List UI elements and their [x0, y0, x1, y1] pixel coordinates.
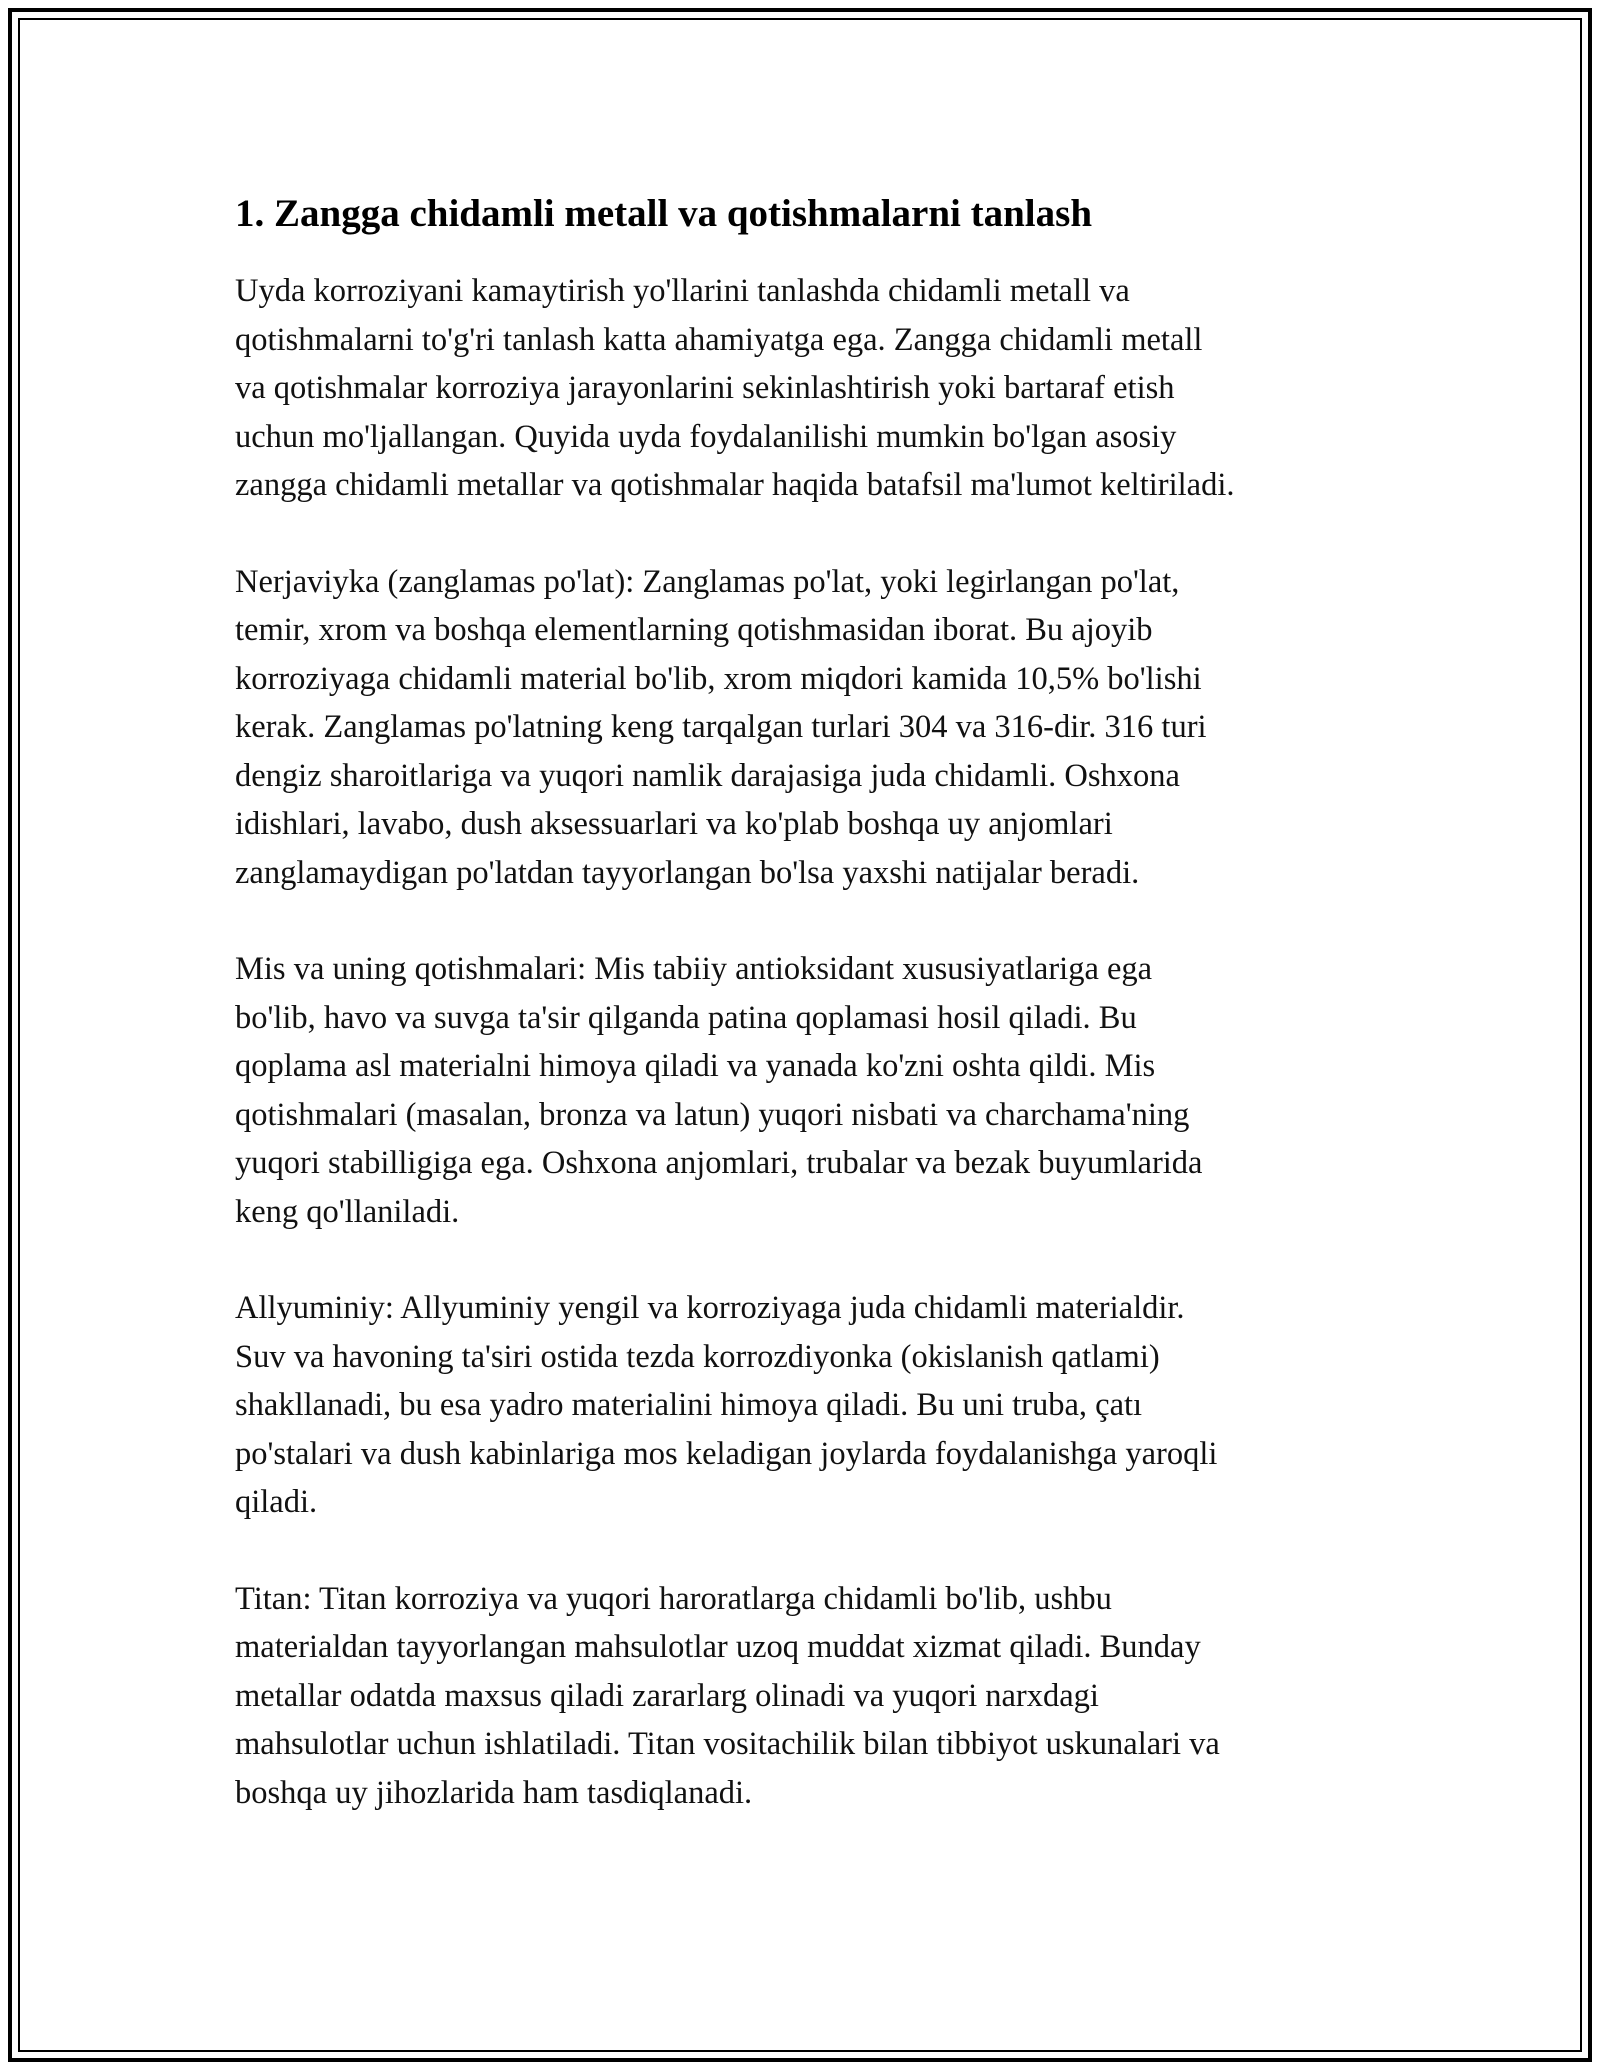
paragraph-line: Nerjaviyka (zanglamas po'lat): Zanglamas po'lat, yoki legirlangan po'lat, — [235, 563, 1180, 600]
paragraph-line: qoplama asl materialni himoya qiladi va yanada ko'zni oshta qildi. Mis — [235, 1048, 1156, 1084]
paragraph-line: temir, xrom va boshqa elementlarning qotishmasidan iborat. Bu ajoyib — [235, 612, 1153, 648]
paragraph-line: idishlari, lavabo, dush aksessuarlari va ko'plab boshqa uy anjomlari — [235, 806, 1113, 842]
paragraph-line: va qotishmalar korroziya jarayonlarini sekinlashtirish yoki bartaraf etish — [235, 370, 1175, 406]
paragraph-line: metallar odatda maxsus qiladi zararlarg olinadi va yuqori narxdagi — [235, 1677, 1099, 1714]
paragraph-line: boshqa uy jihozlarida ham tasdiqlanadi. — [235, 1774, 753, 1811]
paragraph-titanium — [235, 1575, 1370, 1818]
paragraph-line: zanglamaydigan po'latdan tayyorlangan bo'lsa yaxshi natijalar beradi. — [235, 854, 1140, 891]
paragraph-copper — [235, 945, 1370, 1236]
paragraph-line: zangga chidamli metallar va qotishmalar haqida batafsil ma'lumot keltiriladi. — [235, 467, 1235, 503]
paragraph-line: mahsulotlar uchun ishlatiladi. Titan vositachilik bilan tibbiyot uskunalari va — [235, 1726, 1220, 1762]
paragraph-line: shakllanadi, bu esa yadro materialini himoya qiladi. Bu uni truba, çatı — [235, 1387, 1143, 1423]
paragraph-line: qiladi. — [235, 1484, 318, 1520]
paragraph-line: Titan: Titan korroziya va yuqori haroratlarga chidamli bo'lib, ushbu — [235, 1580, 1112, 1617]
paragraph-line: Suv va havoning ta'siri ostida tezda korrozdiyonka (okislanish qatlami) — [235, 1338, 1160, 1375]
paragraph-line: dengiz sharoitlariga va yuqori namlik darajasiga juda chidamli. Oshxona — [235, 757, 1180, 794]
paragraph-line: korroziyaga chidamli material bo'lib, xrom miqdori kamida 10,5% bo'lishi — [235, 660, 1202, 697]
paragraph-line: Mis va uning qotishmalari: Mis tabiiy antioksidant xususiyatlariga ega — [235, 951, 1153, 987]
paragraph-line: uchun mo'ljallangan. Quyida uyda foydalanilishi mumkin bo'lgan asosiy — [235, 418, 1177, 455]
section-heading: 1. Zangga chidamli metall va qotishmalarni tanlash — [235, 192, 1093, 235]
paragraph-stainless-steel — [235, 558, 1370, 898]
paragraph-line: bo'lib, havo va suvga ta'sir qilganda patina qoplamasi hosil qiladi. Bu — [235, 999, 1137, 1036]
document-body — [235, 185, 1370, 1865]
paragraph-line: Uyda korroziyani kamaytirish yo'llarini tanlashda chidamli metall va — [235, 273, 1130, 309]
paragraph-line: qotishmalarni to'g'ri tanlash katta ahamiyatga ega. Zangga chidamli metall — [235, 321, 1203, 358]
paragraph-intro — [235, 267, 1370, 510]
paragraph-line: materialdan tayyorlangan mahsulotlar uzoq muddat xizmat qiladi. Bunday — [235, 1629, 1201, 1665]
paragraph-line: po'stalari va dush kabinlariga mos keladigan joylarda foydalanishga yaroqli — [235, 1435, 1218, 1472]
paragraph-line: kerak. Zanglamas po'latning keng tarqalgan turlari 304 va 316-dir. 316 turi — [235, 709, 1207, 745]
paragraph-aluminium — [235, 1284, 1370, 1527]
paragraph-line: qotishmalari (masalan, bronza va latun) yuqori nisbati va charchama'ning — [235, 1096, 1190, 1133]
paragraph-line: keng qo'llaniladi. — [235, 1193, 460, 1230]
paragraph-line: Allyuminiy: Allyuminiy yengil va korroziyaga juda chidamli materialdir. — [235, 1290, 1185, 1326]
paragraph-line: yuqori stabilligiga ega. Oshxona anjomlari, trubalar va bezak buyumlarida — [235, 1145, 1203, 1181]
